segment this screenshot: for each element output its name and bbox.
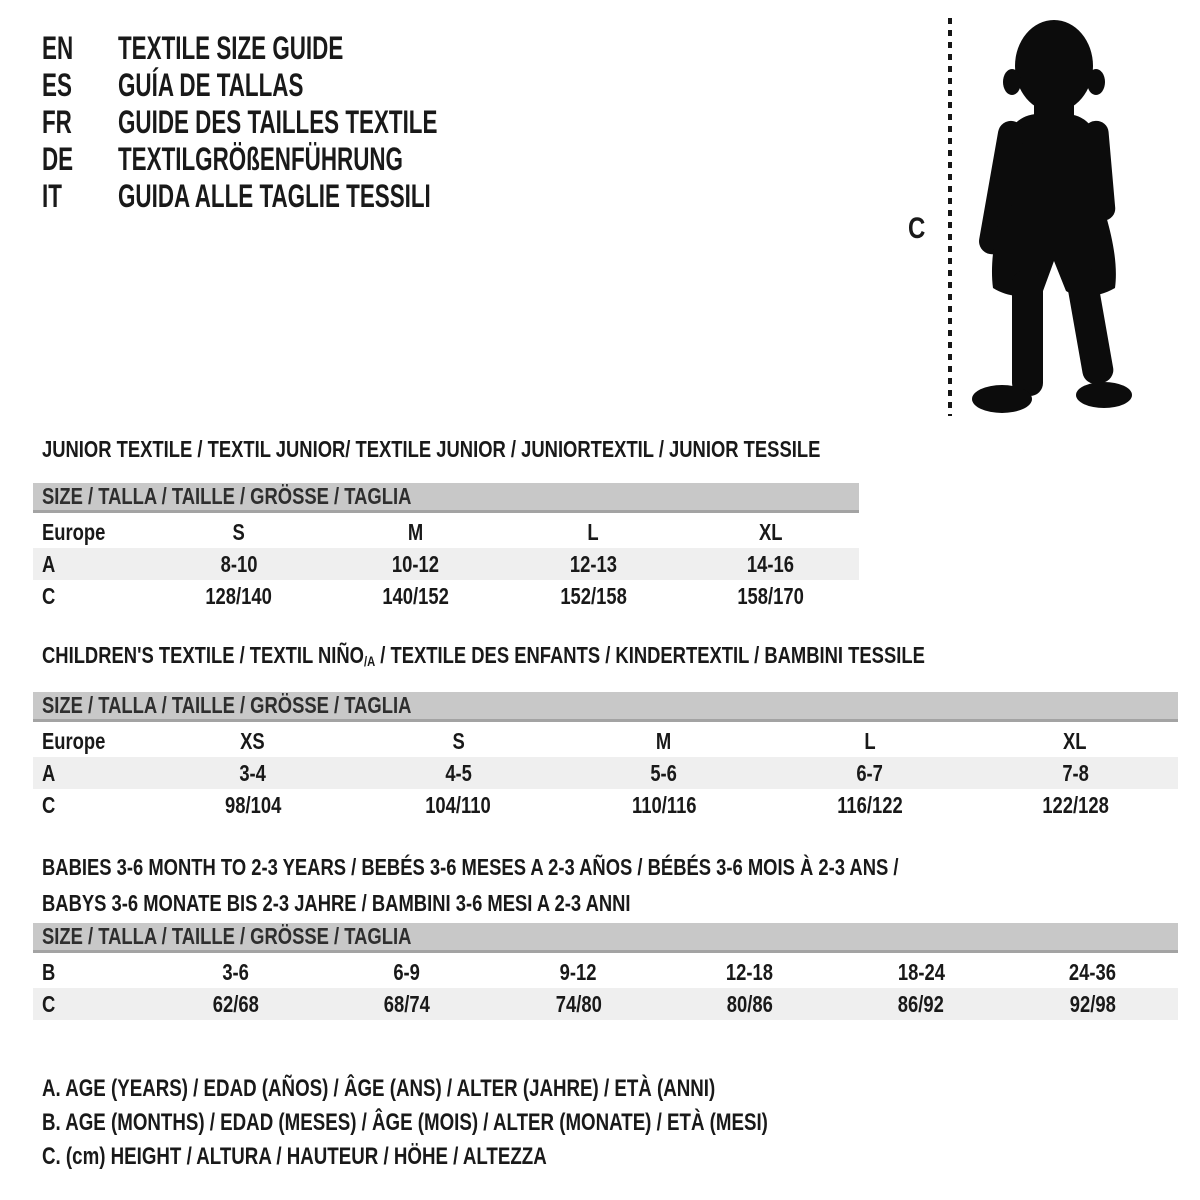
cell: 80/86 [726, 990, 773, 1017]
table-row [33, 757, 1178, 789]
cell: 5-6 [650, 759, 678, 786]
cell: XS [240, 727, 266, 754]
cell: 8-10 [220, 550, 258, 577]
language-list [42, 30, 574, 215]
cell: 158/170 [737, 582, 804, 609]
babies-title-line2: BABYS 3-6 MONATE BIS 2-3 JAHRE / BAMBINI 3-6 MESI A 2-3 ANNI [42, 890, 631, 916]
cell: M [656, 727, 672, 754]
cell: XL [1063, 727, 1087, 754]
children-section-title [42, 642, 1146, 674]
row-label: B [42, 958, 56, 985]
cell: 10-12 [392, 550, 440, 577]
measurement-legend [42, 1072, 973, 1174]
language-row [42, 30, 574, 67]
language-row [42, 104, 574, 141]
cell: M [408, 518, 424, 545]
table-row [33, 789, 1178, 821]
cell: 9-12 [559, 958, 597, 985]
cell: 104/110 [425, 791, 492, 818]
children-size-table [33, 692, 1178, 821]
cell: 3-4 [239, 759, 267, 786]
babies-section-title [42, 849, 1113, 921]
table-row [33, 725, 1178, 757]
babies-title-line1: BABIES 3-6 MONTH TO 2-3 YEARS / BEBÉS 3-6 MESES A 2-3 AÑOS / BÉBÉS 3-6 MOIS À 2-3 ANS / [42, 854, 899, 880]
language-label: GUIDA ALLE TAGLIE TESSILI [118, 178, 431, 214]
cell: 152/158 [559, 582, 627, 609]
row-label: Europe [42, 518, 106, 545]
table-row [33, 580, 859, 612]
language-row [42, 67, 574, 104]
children-title-text: CHILDREN'S TEXTILE / TEXTIL NIÑO [42, 642, 364, 668]
cell: 74/80 [555, 990, 602, 1017]
legend-line-b: B. AGE (MONTHS) / EDAD (MESES) / ÂGE (MOIS) / ALTER (MONATE) / ETÀ (MESI) [42, 1109, 768, 1136]
babies-size-table [33, 923, 1178, 1020]
cell: 3-6 [222, 958, 249, 985]
language-code: DE [42, 141, 74, 177]
height-dashed-line [948, 18, 952, 416]
children-title-subscript: /A [363, 653, 376, 669]
cell: XL [758, 518, 783, 545]
cell: 12-13 [569, 550, 617, 577]
language-label: TEXTILGRÖßENFÜHRUNG [118, 141, 403, 177]
cell: S [232, 518, 245, 545]
cell: 12-18 [726, 958, 774, 985]
legend-line-c: C. (cm) HEIGHT / ALTURA / HAUTEUR / HÖHE / ALTEZZA [42, 1143, 547, 1170]
cell: 62/68 [212, 990, 259, 1017]
table-row [33, 548, 859, 580]
cell: 18-24 [897, 958, 945, 985]
cell: S [452, 727, 465, 754]
junior-section-title: JUNIOR TEXTILE / TEXTIL JUNIOR/ TEXTILE JUNIOR / JUNIORTEXTIL / JUNIOR TESSILE [42, 436, 821, 462]
table-row [33, 988, 1178, 1020]
row-label: Europe [42, 727, 106, 754]
language-row [42, 178, 574, 215]
row-label: C [42, 582, 56, 609]
cell: 116/122 [836, 791, 903, 818]
children-title-text: / TEXTILE DES ENFANTS / KINDERTEXTIL / BAMBINI TESSILE [375, 642, 925, 668]
cell: 6-9 [393, 958, 421, 985]
cell: 110/116 [631, 791, 697, 818]
cell: 24-36 [1068, 958, 1116, 985]
language-code: IT [42, 178, 62, 214]
cell: 68/74 [383, 990, 431, 1017]
row-label: A [42, 550, 56, 577]
cell: 122/128 [1041, 791, 1109, 818]
junior-size-table [33, 483, 859, 612]
size-header-bar: SIZE / TALLA / TAILLE / GRÖSSE / TAGLIA [33, 483, 859, 513]
cell: 14-16 [746, 550, 794, 577]
legend-line-a: A. AGE (YEARS) / EDAD (AÑOS) / ÂGE (ANS) / ALTER (JAHRE) / ETÀ (ANNI) [42, 1075, 716, 1102]
height-label-c: C [908, 212, 926, 245]
row-label: C [42, 791, 56, 818]
baby-silhouette-icon [966, 18, 1142, 418]
cell: L [587, 518, 599, 545]
row-label: C [42, 990, 56, 1017]
language-label: TEXTILE SIZE GUIDE [118, 30, 344, 66]
cell: 4-5 [445, 759, 472, 786]
cell: L [863, 727, 876, 754]
language-code: EN [42, 30, 74, 66]
language-code: ES [42, 67, 72, 103]
cell: 7-8 [1061, 759, 1089, 786]
cell: 140/152 [382, 582, 450, 609]
cell: 86/92 [897, 990, 944, 1017]
language-label: GUÍA DE TALLAS [118, 67, 304, 103]
table-row [33, 956, 1178, 988]
cell: 128/140 [205, 582, 272, 609]
size-header-bar: SIZE / TALLA / TAILLE / GRÖSSE / TAGLIA [33, 692, 1178, 722]
size-header-bar: SIZE / TALLA / TAILLE / GRÖSSE / TAGLIA [33, 923, 1178, 953]
language-row [42, 141, 574, 178]
row-label: A [42, 759, 56, 786]
cell: 6-7 [856, 759, 883, 786]
language-label: GUIDE DES TAILLES TEXTILE [118, 104, 438, 140]
cell: 98/104 [224, 791, 281, 818]
table-row [33, 516, 859, 548]
cell: 92/98 [1069, 990, 1116, 1017]
language-code: FR [42, 104, 72, 140]
